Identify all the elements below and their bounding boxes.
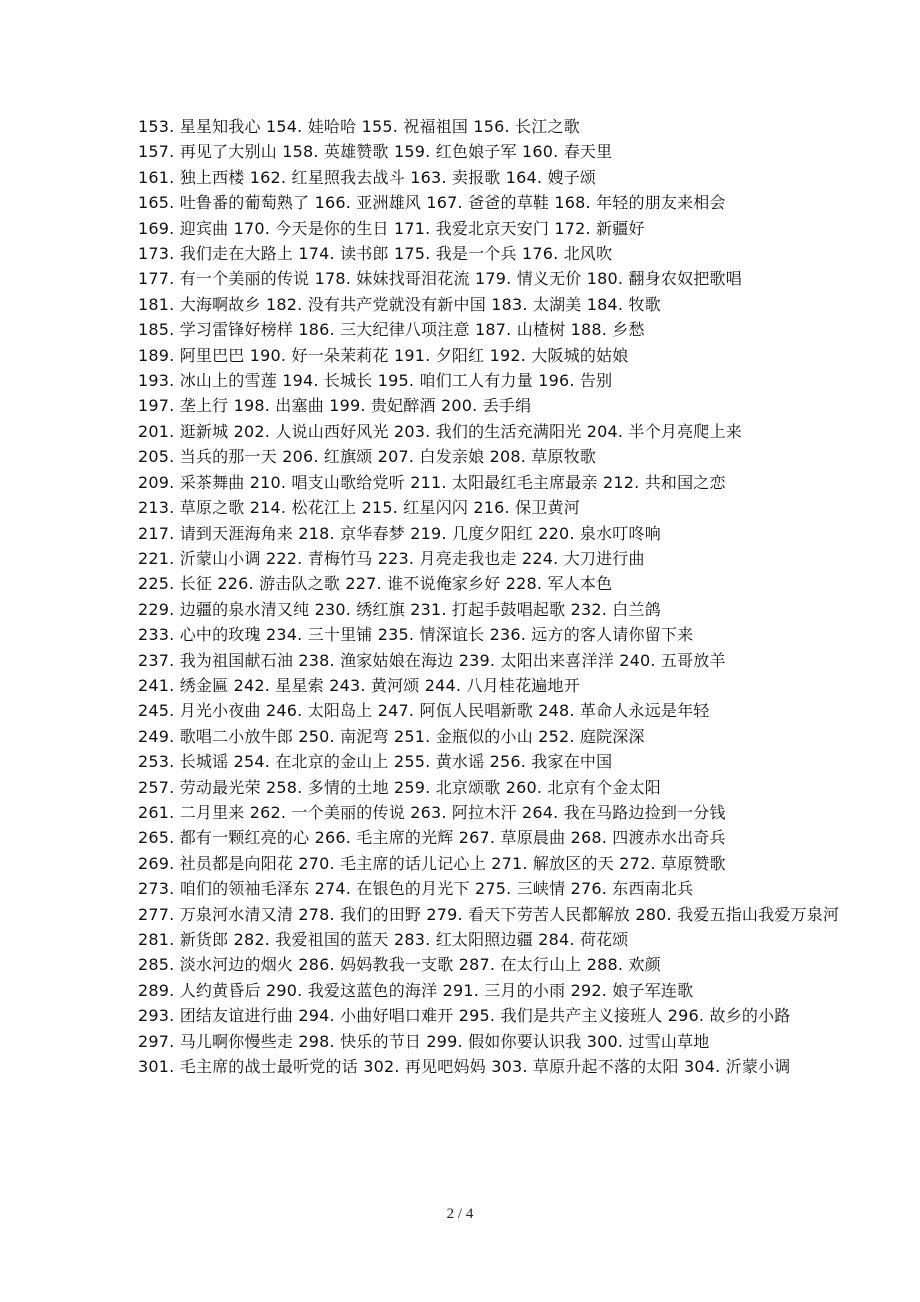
song-list-line: 273. 咱们的领袖毛泽东 274. 在银色的月光下 275. 三峡情 276. 东西南北兵 <box>138 879 694 899</box>
song-list-line: 205. 当兵的那一天 206. 红旗颂 207. 白发亲娘 208. 草原牧歌 <box>138 447 597 467</box>
song-list-line: 225. 长征 226. 游击队之歌 227. 谁不说俺家乡好 228. 军人本色 <box>138 574 613 594</box>
song-list-line: 289. 人约黄昏后 290. 我爱这蓝色的海洋 291. 三月的小雨 292. 娘子军连歌 <box>138 980 694 1000</box>
song-list-line: 269. 社员都是向阳花 270. 毛主席的话儿记心上 271. 解放区的天 272. 草原赞歌 <box>138 853 726 873</box>
song-list-line: 253. 长城谣 254. 在北京的金山上 255. 黄水谣 256. 我家在中国 <box>138 752 613 772</box>
song-list-line: 261. 二月里来 262. 一个美丽的传说 263. 阿拉木汗 264. 我在马路边捡到一分钱 <box>138 802 726 822</box>
song-list-line: 189. 阿里巴巴 190. 好一朵茉莉花 191. 夕阳红 192. 大阪城的姑娘 <box>138 345 629 365</box>
song-list-line: 237. 我为祖国献石油 238. 渔家姑娘在海边 239. 太阳出来喜洋洋 240. 五哥放羊 <box>138 650 726 670</box>
song-list-line: 217. 请到天涯海角来 218. 京华春梦 219. 几度夕阳红 220. 泉水叮咚响 <box>138 523 661 543</box>
song-list-line: 249. 歌唱二小放牛郎 250. 南泥弯 251. 金瓶似的小山 252. 庭院深深 <box>138 726 645 746</box>
song-list-line: 221. 沂蒙山小调 222. 青梅竹马 223. 月亮走我也走 224. 大刀进行曲 <box>138 548 645 568</box>
song-list-line: 301. 毛主席的战士最听党的话 302. 再见吧妈妈 303. 草原升起不落的太阳 304. 沂蒙小调 <box>138 1057 791 1077</box>
page-number: 2 / 4 <box>446 1206 474 1222</box>
song-list-line: 245. 月光小夜曲 246. 太阳岛上 247. 阿佤人民唱新歌 248. 革命人永远是年轻 <box>138 701 710 721</box>
song-list-line: 181. 大海啊故乡 182. 没有共产党就没有新中国 183. 太湖美 184. 牧歌 <box>138 294 661 314</box>
song-list-line: 157. 再见了大别山 158. 英雄赞歌 159. 红色娘子军 160. 春天里 <box>138 142 613 162</box>
song-list-line: 173. 我们走在大路上 174. 读书郎 175. 我是一个兵 176. 北风吹 <box>138 244 613 264</box>
song-list-line: 209. 采茶舞曲 210. 唱支山歌给党听 211. 太阳最红毛主席最亲 212. 共和国之恋 <box>138 472 726 492</box>
song-list-line: 293. 团结友谊进行曲 294. 小曲好唱口难开 295. 我们是共产主义接班人 296. 故乡的小路 <box>138 1006 791 1026</box>
song-list-line: 257. 劳动最光荣 258. 多情的土地 259. 北京颂歌 260. 北京有个金太阳 <box>138 777 661 797</box>
song-list-line: 185. 学习雷锋好榜样 186. 三大纪律八项注意 187. 山楂树 188. 乡愁 <box>138 320 645 340</box>
song-list-line: 201. 逛新城 202. 人说山西好风光 203. 我们的生活充满阳光 204. 半个月亮爬上来 <box>138 421 742 441</box>
song-list-line: 213. 草原之歌 214. 松花江上 215. 红星闪闪 216. 保卫黄河 <box>138 498 580 518</box>
song-list-line: 277. 万泉河水清又清 278. 我们的田野 279. 看天下劳苦人民都解放 280. 我爱五指山我爱万泉河 <box>138 904 840 924</box>
song-list-line: 161. 独上西楼 162. 红星照我去战斗 163. 卖报歌 164. 嫂子颂 <box>138 167 597 187</box>
song-list-line: 153. 星星知我心 154. 娃哈哈 155. 祝福祖国 156. 长江之歌 <box>138 117 580 136</box>
song-list-line: 165. 吐鲁番的葡萄熟了 166. 亚洲雄风 167. 爸爸的草鞋 168. 年轻的朋友来相会 <box>138 193 726 213</box>
song-list-line: 169. 迎宾曲 170. 今天是你的生日 171. 我爱北京天安门 172. 新疆好 <box>138 218 645 238</box>
song-list-line: 265. 都有一颗红亮的心 266. 毛主席的光辉 267. 草原晨曲 268. 四渡赤水出奇兵 <box>138 828 726 848</box>
song-list-line: 193. 冰山上的雪莲 194. 长城长 195. 咱们工人有力量 196. 告别 <box>138 371 613 391</box>
song-list-line: 177. 有一个美丽的传说 178. 妹妹找哥泪花流 179. 情义无价 180. 翻身农奴把歌唱 <box>138 269 742 289</box>
song-list-line: 281. 新货郎 282. 我爱祖国的蓝天 283. 红太阳照边疆 284. 荷花颂 <box>138 930 629 949</box>
song-list-line: 229. 边疆的泉水清又纯 230. 绣红旗 231. 打起手鼓唱起歌 232. 白兰鸽 <box>138 599 661 619</box>
song-list-line: 297. 马儿啊你慢些走 298. 快乐的节日 299. 假如你要认识我 300. 过雪山草地 <box>138 1031 710 1051</box>
song-list-line: 197. 垄上行 198. 出塞曲 199. 贵妃醉酒 200. 丢手绢 <box>138 396 532 416</box>
song-list-line: 241. 绣金匾 242. 星星索 243. 黄河颂 244. 八月桂花遍地开 <box>138 675 580 695</box>
song-list <box>138 114 873 1079</box>
song-list-line: 233. 心中的玫瑰 234. 三十里铺 235. 情深谊长 236. 远方的客人请你留下来 <box>138 625 694 645</box>
song-list-line: 285. 淡水河边的烟火 286. 妈妈教我一支歌 287. 在太行山上 288. 欢颜 <box>138 955 661 975</box>
